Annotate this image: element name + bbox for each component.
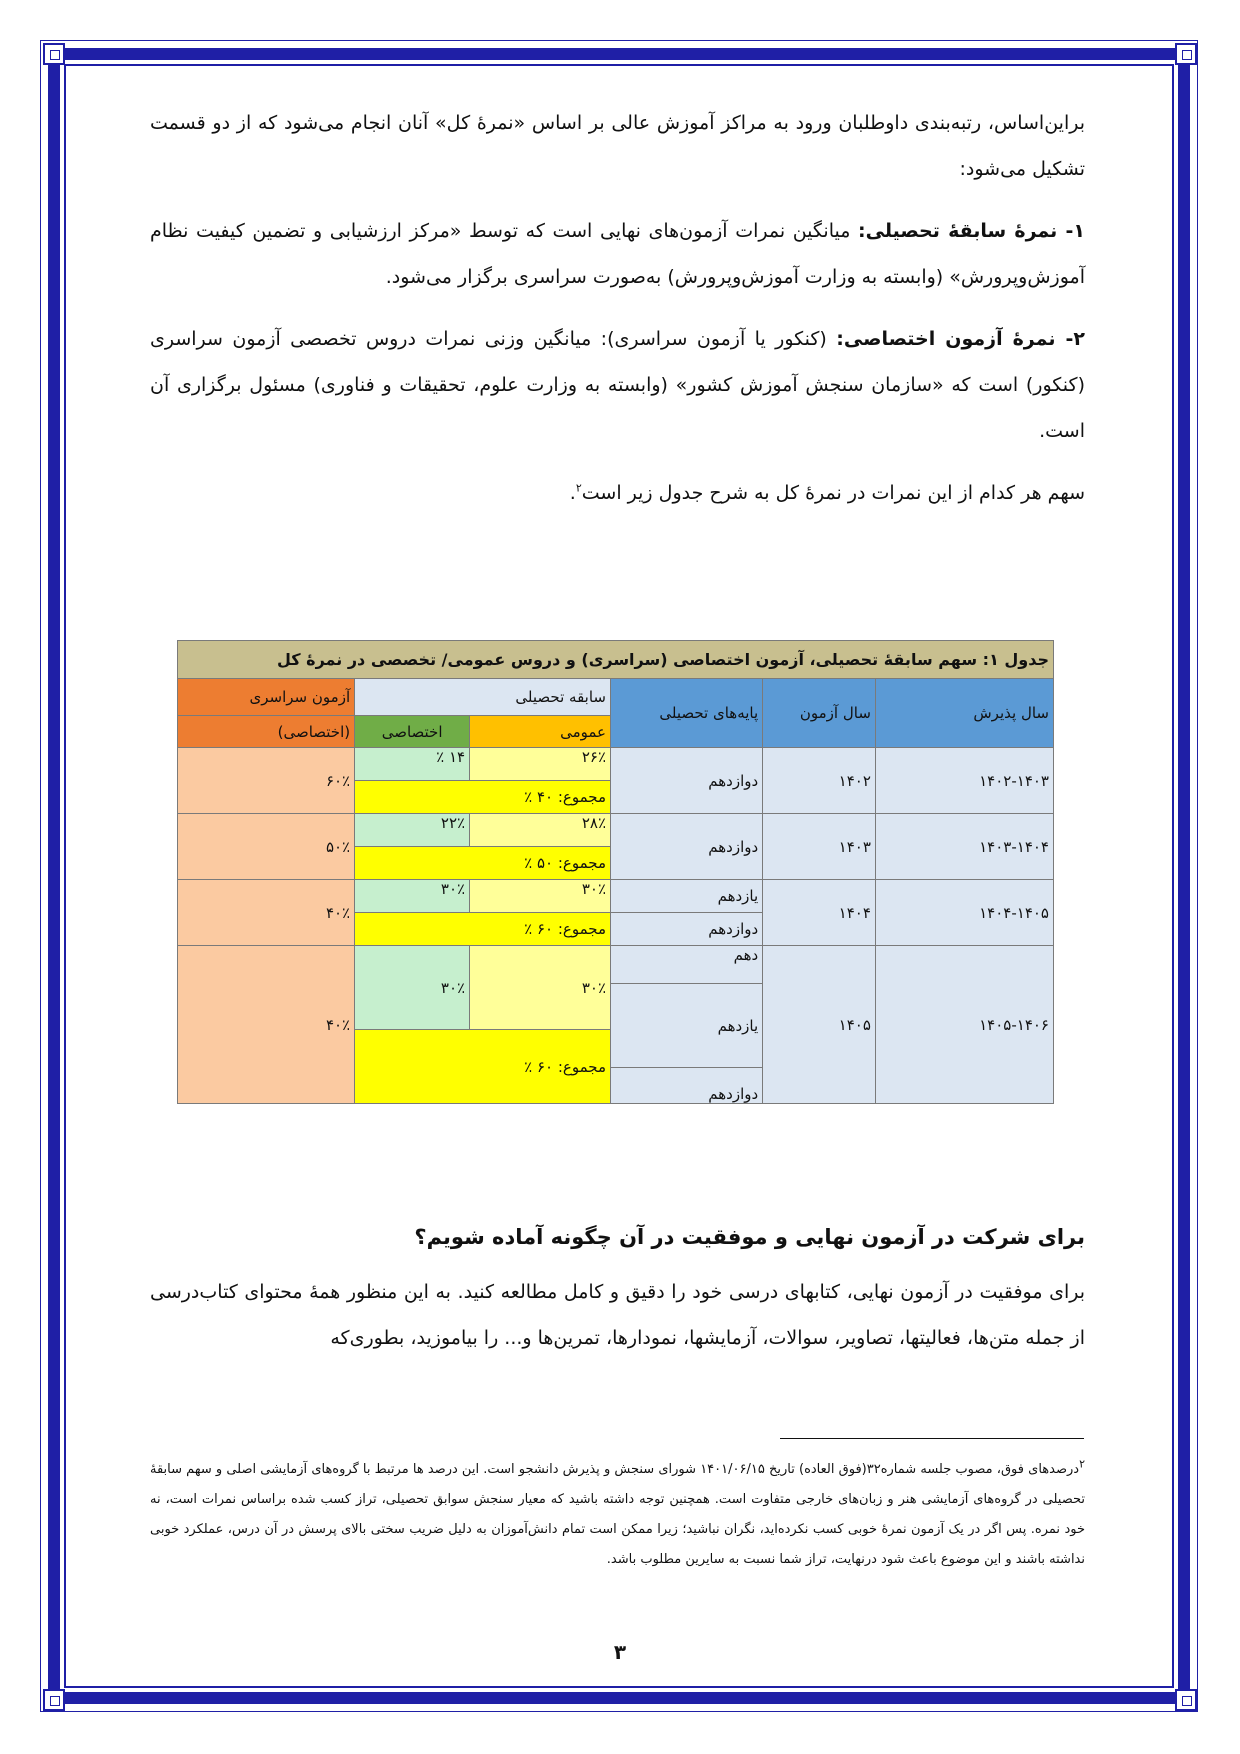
header-national-exam-sub: (اختصاصی): [178, 716, 355, 748]
header-national-exam: آزمون سراسری: [178, 679, 355, 716]
page-number: ۳: [613, 1640, 627, 1664]
corner-ornament-bottom-right: [1175, 1689, 1197, 1711]
footnote: [150, 1455, 1085, 1575]
footnote-separator: [780, 1438, 1084, 1439]
body-text: [150, 100, 1085, 532]
share-table: [177, 640, 1054, 1104]
item-2-body: (کنکور یا آزمون سراسری): میانگین وزنی نمرات دروس تخصصی آزمون سراسری (کنکور) است که «سازمان سنجش آموزش کشور» (وابسته به وزارت علوم، تحقیقات و فناوری) مسئول برگزاری آن است.: [150, 328, 1085, 442]
intro-paragraph: براین‌اساس، رتبه‌بندی داوطلبان ورود به مراکز آموزش عالی بر اساس «نمرهٔ کل» آنان انجام می‌شود که از دو قسمت تشکیل می‌شود:: [150, 112, 1085, 180]
cell-general: ۳۰٪: [470, 880, 611, 913]
cell-specialized: ۳۰٪: [355, 946, 470, 1030]
cell-grade: دوازدهم: [611, 748, 763, 814]
item-1-paragraph: [150, 208, 1085, 300]
item-1-number: ۱-: [1057, 220, 1085, 242]
header-specialized: اختصاصی: [355, 716, 470, 748]
share-table-grid: [177, 640, 1054, 1104]
table-header-row-1: [178, 679, 1054, 716]
cell-grade: دوازدهم: [611, 1068, 763, 1104]
cell-exam: ۱۴۰۵: [763, 946, 876, 1104]
cell-exam: ۱۴۰۴: [763, 880, 876, 946]
corner-ornament-bottom-left: [43, 1689, 65, 1711]
table-row: [178, 814, 1054, 847]
share-paragraph: [150, 470, 1085, 516]
table-caption-row: [178, 641, 1054, 679]
cell-exam: ۱۴۰۳: [763, 814, 876, 880]
cell-admission: ۱۴۰۴-۱۴۰۵: [875, 880, 1053, 946]
header-admission-year: سال پذیرش: [875, 679, 1053, 748]
item-1-body: میانگین نمرات آزمون‌های نهایی است که توسط «مرکز ارزشیابی و تضمین کیفیت نظام آموزش‌وپرورش» (وابسته به وزارت آموزش‌وپرورش) به‌صورت سراسری برگزار می‌شود.: [150, 220, 1085, 288]
cell-total: مجموع: ۶۰ ٪: [355, 913, 611, 946]
cell-national: ۴۰٪: [178, 946, 355, 1104]
table-row: [178, 880, 1054, 913]
share-text: سهم هر کدام از این نمرات در نمرهٔ کل به شرح جدول زیر است: [581, 482, 1085, 504]
item-1-title: نمرهٔ سابقهٔ تحصیلی:: [858, 220, 1058, 242]
footnote-ref: ۲: [575, 481, 582, 495]
cell-general: ۲۸٪: [470, 814, 611, 847]
header-grades: پایه‌های تحصیلی: [611, 679, 763, 748]
cell-specialized: ۳۰٪: [355, 880, 470, 913]
cell-grade: دوازدهم: [611, 814, 763, 880]
table-row: [178, 946, 1054, 984]
cell-national: ۴۰٪: [178, 880, 355, 946]
cell-national: ۶۰٪: [178, 748, 355, 814]
section-heading: برای شرکت در آزمون نهایی و موفقیت در آن چگونه آماده شویم؟: [414, 1225, 1085, 1249]
item-2-number: ۲-: [1055, 328, 1085, 350]
cell-admission: ۱۴۰۵-۱۴۰۶: [875, 946, 1053, 1104]
cell-total: مجموع: ۴۰ ٪: [355, 781, 611, 814]
corner-ornament-top-right: [1175, 43, 1197, 65]
table-row: [178, 748, 1054, 781]
item-2-title: نمرهٔ آزمون اختصاصی:: [836, 328, 1056, 350]
cell-specialized: ۱۴ ٪: [355, 748, 470, 781]
header-general: عمومی: [470, 716, 611, 748]
section-prep: [150, 1215, 1085, 1377]
cell-admission: ۱۴۰۲-۱۴۰۳: [875, 748, 1053, 814]
cell-grade: دهم: [611, 946, 763, 984]
cell-total: مجموع: ۶۰ ٪: [355, 1030, 611, 1104]
cell-general: ۳۰٪: [470, 946, 611, 1030]
footnote-mark: ۲: [1079, 1457, 1085, 1471]
share-end: .: [569, 482, 576, 504]
cell-exam: ۱۴۰۲: [763, 748, 876, 814]
footnote-text: درصدهای فوق، مصوب جلسه شماره۳۲(فوق العاده) تاریخ ۱۴۰۱/۰۶/۱۵ شورای سنجش و پذیرش دانشجو است. این درصد ها مرتبط با گروه‌های آزمایشی اصلی و سهم سابقهٔ تحصیلی در گروه‌های آزمایشی هنر و زبان‌های خارجی متفاوت است. همچنین توجه داشته باشید که معیار سنجش سوابق تحصیلی، تراز کسب شده براساس نمرات است، نه خود نمره. پس اگر در یک آزمون نمرهٔ خوبی کسب نکرده‌اید، نگران نباشید؛ زیرا ممکن است تمام دانش‌آموزان به دلیل ضریب سختی بالای پرسش در آن درس، عملکرد خوبی نداشته باشند و این موضوع باعث شود درنهایت، تراز شما نسبت به سایرین مطلوب باشد.: [150, 1462, 1085, 1567]
section-body: برای موفقیت در آزمون نهایی، کتابهای درسی خود را دقیق و کامل مطالعه کنید. به این منظور همهٔ محتوای کتاب‌درسی از جمله متن‌ها، فعالیتها، تصاویر، سوالات، آزمایشها، نمودارها، تمرین‌ها و... را بیاموزید، بطوری‌که: [150, 1281, 1085, 1349]
cell-specialized: ۲۲٪: [355, 814, 470, 847]
cell-total: مجموع: ۵۰ ٪: [355, 847, 611, 880]
table-caption: جدول ۱: سهم سابقهٔ تحصیلی، آزمون اختصاصی (سراسری) و دروس عمومی/ تخصصی در نمرهٔ کل: [178, 641, 1054, 679]
cell-admission: ۱۴۰۳-۱۴۰۴: [875, 814, 1053, 880]
corner-ornament-top-left: [43, 43, 65, 65]
cell-grade: دوازدهم: [611, 913, 763, 946]
cell-national: ۵۰٪: [178, 814, 355, 880]
cell-grade: یازدهم: [611, 880, 763, 913]
cell-grade: یازدهم: [611, 984, 763, 1068]
item-2-paragraph: [150, 316, 1085, 454]
header-exam-year: سال آزمون: [763, 679, 876, 748]
cell-general: ۲۶٪: [470, 748, 611, 781]
header-record: سابقه تحصیلی: [355, 679, 611, 716]
